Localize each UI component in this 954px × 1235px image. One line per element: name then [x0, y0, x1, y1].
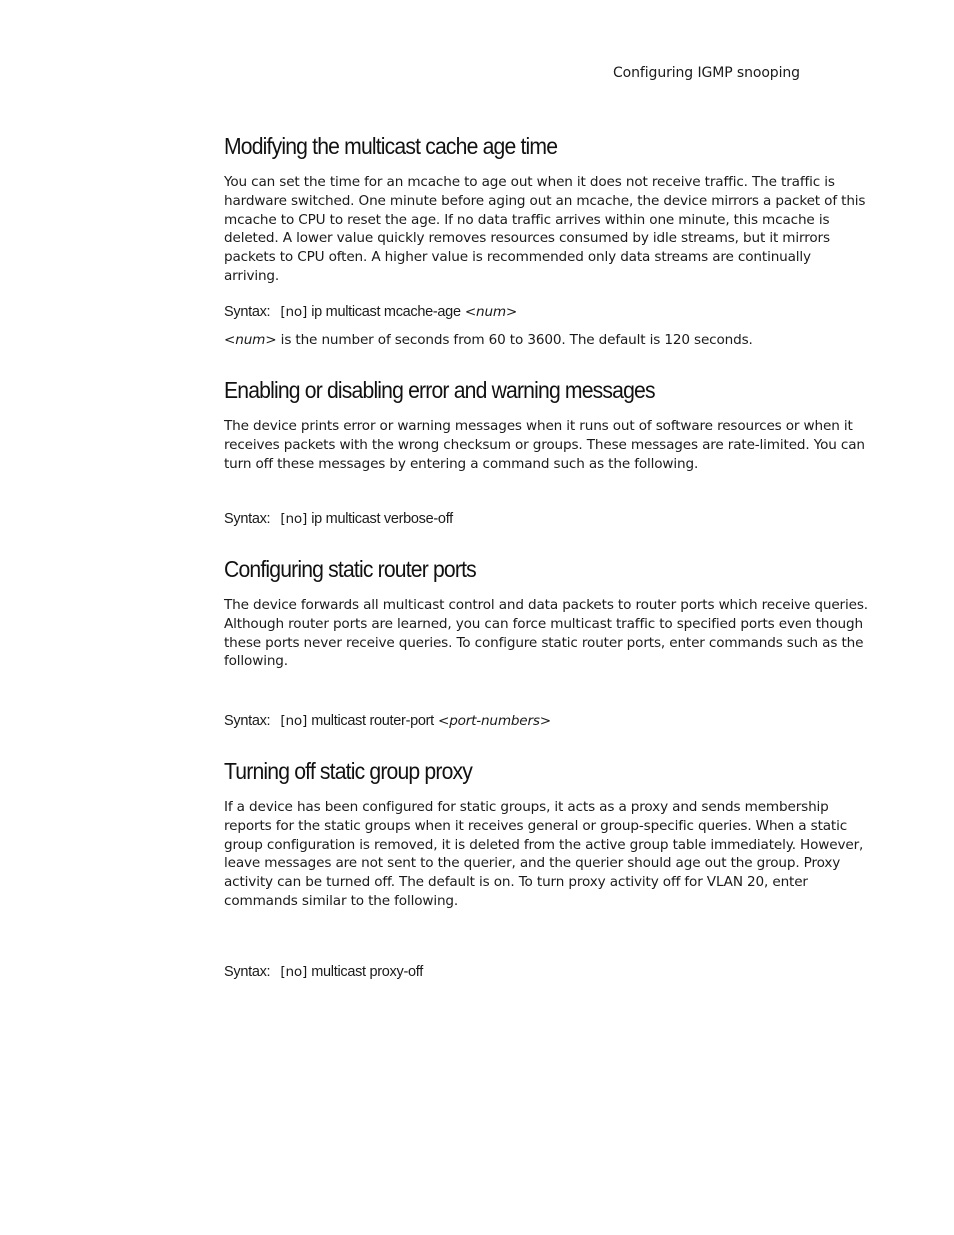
section-heading-router-ports: Configuring static router ports: [224, 556, 476, 582]
syntax-line-router-ports: [224, 713, 551, 729]
section-heading-mcache-age: Modifying the multicast cache age time: [224, 133, 558, 159]
syntax-command: ip multicast mcache-age: [311, 304, 461, 320]
section-body-proxy: If a device has been configured for static groups, it acts as a proxy and sends membership reports for the static groups when it receives general or group-specific queries. When a static group configuration is removed, it is deleted from the active group table immediately. However, leave messages are not sent to the querier, and the querier should age out the group. Proxy activity can be turned off. The default is on. To turn proxy activity off for VLAN 20, enter commands similar to the following.: [224, 799, 864, 909]
syntax-line-verbose: [224, 511, 453, 527]
syntax-optional: [no]: [280, 713, 308, 729]
syntax-label: Syntax:: [224, 511, 271, 527]
section-body-mcache-age: You can set the time for an mcache to age out when it does not receive traffic. The traffic is hardware switched. One minute before aging out an mcache, the device mirrors a packet of this mcache to CPU to reset the age. If no data traffic arrives within one minute, this mcache is deleted. A lower value quickly removes resources consumed by idle streams, but it mirrors packets to CPU often. A higher value is recommended only data streams are continually arriving.: [224, 174, 866, 284]
syntax-label: Syntax:: [224, 304, 271, 320]
syntax-optional: [no]: [280, 511, 308, 527]
section-body-verbose: The device prints error or warning messages when it runs out of software resources or when it receives packets with the wrong checksum or groups. These messages are rate-limited. You can turn off these messages by entering a command such as the following.: [224, 418, 865, 472]
section-heading-verbose: Enabling or disabling error and warning messages: [224, 377, 655, 403]
section-heading-proxy: Turning off static group proxy: [224, 758, 473, 784]
syntax-argument: <num>: [464, 304, 518, 320]
argument-description: [224, 332, 753, 348]
syntax-command: multicast router-port: [311, 713, 434, 729]
syntax-line-mcache-age: [224, 304, 517, 320]
syntax-optional: [no]: [280, 304, 308, 320]
running-header: Configuring IGMP snooping: [613, 65, 800, 81]
syntax-optional: [no]: [280, 964, 308, 980]
syntax-line-proxy: [224, 964, 423, 980]
syntax-command: multicast proxy-off: [311, 964, 423, 980]
syntax-label: Syntax:: [224, 964, 271, 980]
note-text: is the number of seconds from 60 to 3600. The default is 120 seconds.: [276, 332, 753, 348]
section-body-router-ports: The device forwards all multicast control and data packets to router ports which receive queries. Although router ports are learned, you can force multicast traffic to specified ports even though these ports never receive queries. To configure static router ports, enter commands such as the following.: [224, 597, 868, 670]
note-argument: <num>: [224, 332, 277, 348]
syntax-command: ip multicast verbose-off: [311, 511, 453, 527]
syntax-label: Syntax:: [224, 713, 271, 729]
syntax-argument: <port-numbers>: [438, 713, 551, 729]
